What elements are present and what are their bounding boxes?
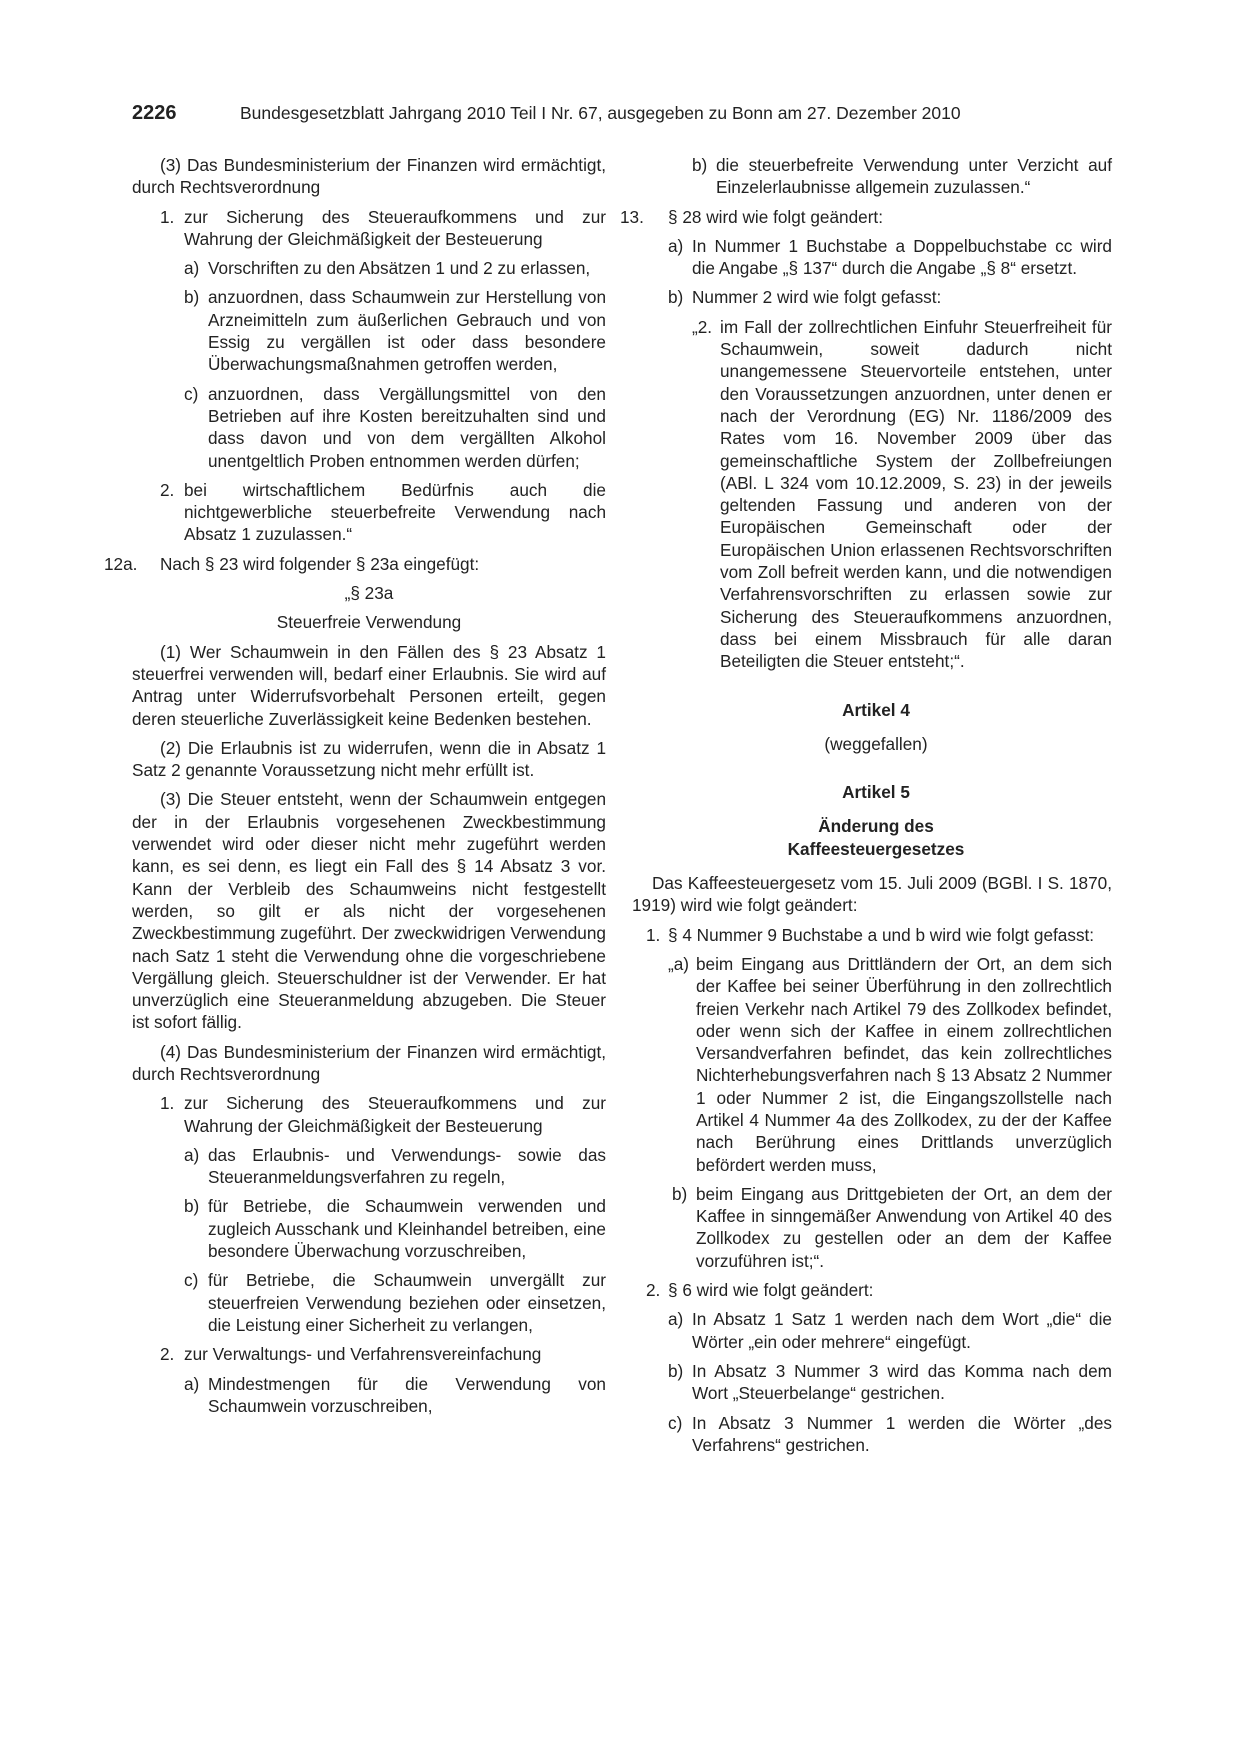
list-number: 2. bbox=[160, 1344, 175, 1365]
list-text: anzuordnen, dass Schaumwein zur Herstellung von Arzneimitteln zum äußerlichen Gebrauch und von Essig zu vergällen ist oder dass besondere Überwachungsmaßnahmen getroffen werden, bbox=[208, 287, 606, 375]
list-number: 13. bbox=[620, 206, 644, 227]
list-text: für Betriebe, die Schaumwein unvergällt zur steuerfreien Verwendung beziehen oder einsetzen, die Leistung einer Sicherheit zu verlangen, bbox=[208, 1270, 606, 1335]
list-number: 1. bbox=[160, 1093, 175, 1114]
section-title: „§ 23a bbox=[344, 583, 394, 604]
section-paragraph-3: (3) Die Steuer entsteht, wenn der Schaumwein entgegen der in der Erlaubnis vorgesehenen Zweckbestimmung verwendet wird oder dieser nicht mehr zugeführt werden kann, es sei denn, es liegt ein Fall des § 14 Absatz 3 vor. Kann der Verbleib des Schaumweins nicht festgestellt werden, so gilt er als nicht der vorgesehenen Zweckbestimmung zugeführt. Der zweckwidrigen Verwendung nach Satz 1 steht die Verwendung ohne die vorgeschriebene Vergällung gleich. Steuerschuldner ist der Verwender. Er hat unverzüglich eine Steueranmeldung abzugeben. Die Steuer ist sofort fällig. bbox=[132, 789, 606, 1033]
list-item-1b bbox=[132, 1195, 606, 1262]
list-item-1b bbox=[640, 1183, 1112, 1272]
list-text: zur Sicherung des Steueraufkommens und zur Wahrung der Gleichmäßigkeit der Besteuerung bbox=[184, 1093, 606, 1136]
page-number: 2226 bbox=[132, 102, 177, 124]
list-item-13a bbox=[640, 235, 1112, 280]
list-letter: b) bbox=[184, 1196, 200, 1217]
list-text: zur Sicherung des Steueraufkommens und zur Wahrung der Gleichmäßigkeit der Besteuerung bbox=[184, 206, 606, 249]
list-number: 1. bbox=[646, 924, 661, 945]
list-item-2 bbox=[132, 1343, 606, 1365]
gazette-title: Bundesgesetzblatt Jahrgang 2010 Teil I Nr. 67, ausgegeben zu Bonn am 27. Dezember 2010 bbox=[240, 103, 961, 123]
article-4-note: (weggefallen) bbox=[824, 733, 928, 754]
list-text: Nach § 23 wird folgender § 23a eingefügt: bbox=[160, 553, 480, 574]
list-item-1a bbox=[132, 1144, 606, 1189]
section-subtitle: Steuerfreie Verwendung bbox=[276, 612, 462, 633]
article-4-heading: Artikel 4 bbox=[842, 699, 910, 720]
list-item-2a bbox=[132, 1373, 606, 1418]
list-letter: c) bbox=[184, 383, 199, 404]
list-text: zur Verwaltungs- und Verfahrensvereinfachung bbox=[184, 1344, 542, 1365]
list-text: bei wirtschaftlichem Bedürfnis auch die nichtgewerbliche steuerbefreite Verwendung nach Absatz 1 zuzulassen.“ bbox=[184, 479, 606, 545]
section-paragraph-4: (4) Das Bundesministerium der Finanzen wird ermächtigt, durch Rechtsverordnung bbox=[132, 1041, 606, 1084]
list-text: § 6 wird wie folgt geändert: bbox=[668, 1280, 874, 1301]
list-letter: „a) bbox=[668, 953, 690, 974]
list-item-2 bbox=[640, 1279, 1112, 1301]
list-item-1a bbox=[640, 953, 1112, 1176]
article-5-heading: Artikel 5 bbox=[842, 782, 910, 803]
list-letter: b) bbox=[672, 1183, 688, 1204]
list-text: für Betriebe, die Schaumwein verwenden und zugleich Ausschank und Kleinhandel betreiben, eine besondere Überwachung vorzuschreiben, bbox=[208, 1196, 606, 1262]
list-text: § 28 wird wie folgt geändert: bbox=[668, 206, 883, 227]
list-item-13 bbox=[620, 206, 1112, 228]
list-letter: a) bbox=[668, 235, 684, 256]
list-letter: b) bbox=[668, 1360, 684, 1381]
right-column bbox=[620, 154, 1112, 1456]
paragraph-3-authorization: (3) Das Bundesministerium der Finanzen wird ermächtigt, durch Rechtsverordnung bbox=[132, 155, 606, 198]
article-5-title-line-1: Änderung des bbox=[818, 816, 934, 837]
list-text: § 4 Nummer 9 Buchstabe a und b wird wie folgt gefasst: bbox=[668, 924, 1095, 945]
list-text: beim Eingang aus Drittländern der Ort, an dem sich der Kaffee bei seiner Überführung in den zollrechtlich freien Verkehr nach Artikel 79 des Zollkodex befindet, oder wenn sich der Kaffee in einem zollrechtlichen Versandverfahren befindet, das kein zollrechtliches Nichterhebungsverfahren nach § 13 Absatz 2 Nummer 1 oder Nummer 2 ist, die Eingangszollstelle nach Artikel 4 Nummer 4a des Zollkodex, zu der der Kaffee nach Berührung eines Drittlands unverzüglich befördert werden muss, bbox=[696, 953, 1112, 1175]
list-number: 2. bbox=[646, 1280, 661, 1301]
list-text: Mindestmengen für die Verwendung von Schaumwein vorzuschreiben, bbox=[208, 1373, 606, 1416]
list-text: im Fall der zollrechtlichen Einfuhr Steuerfreiheit für Schaumwein, soweit dadurch nicht unangemessene Steuervorteile entstehen, unter den Voraussetzungen anzuordnen, unter denen er nach der Verordnung (EG) Nr. 1186/2009 des Rates vom 16. November 2009 über das gemeinschaftliche System der Zollbefreiungen (ABl. L 324 vom 10.12.2009, S. 23) in der jeweils geltenden Fassung und anderen von der Europäischen Gemeinschaft oder der Europäischen Union erlassenen Rechtsvorschriften vom Zoll befreit werden kann, und die notwendigen Verfahrensvorschriften zu erlassen sowie zur Sicherung des Steueraufkommens anzuordnen, dass bei einem Missbrauch für alle daran Beteiligten die Steuer entsteht;“. bbox=[720, 316, 1112, 672]
list-item-13b bbox=[640, 286, 1112, 308]
list-item-1b bbox=[132, 286, 606, 375]
section-paragraph-1: (1) Wer Schaumwein in den Fällen des § 23 Absatz 1 steuerfrei verwenden will, bedarf einer Erlaubnis. Sie wird auf Antrag unter Widerrufsvorbehalt Personen erteilt, gegen deren steuerliche Zuverlässigkeit keine Bedenken bestehen. bbox=[132, 641, 606, 729]
list-item-1 bbox=[640, 924, 1112, 946]
list-letter: a) bbox=[184, 1373, 200, 1394]
list-letter: a) bbox=[668, 1309, 684, 1330]
list-item-12a bbox=[104, 553, 606, 575]
list-number: „2. bbox=[692, 316, 713, 337]
list-number: 2. bbox=[160, 479, 175, 500]
list-text: In Nummer 1 Buchstabe a Doppelbuchstabe cc wird die Angabe „§ 137“ durch die Angabe „§ 8“ ersetzt. bbox=[692, 235, 1112, 279]
list-item-2b bbox=[640, 1360, 1112, 1405]
list-text: das Erlaubnis- und Verwendungs- sowie das Steueranmeldungsverfahren zu regeln, bbox=[208, 1144, 606, 1188]
list-letter: b) bbox=[692, 155, 708, 175]
list-letter: c) bbox=[668, 1412, 683, 1433]
list-letter: a) bbox=[184, 258, 200, 279]
list-letter: b) bbox=[668, 287, 684, 308]
left-column bbox=[104, 154, 606, 1417]
list-item-13b-2 bbox=[640, 316, 1112, 673]
list-text: Vorschriften zu den Absätzen 1 und 2 zu erlassen, bbox=[208, 258, 591, 279]
list-item-2 bbox=[132, 479, 606, 546]
list-number: 12a. bbox=[104, 553, 138, 574]
list-item-1 bbox=[132, 1092, 606, 1137]
list-letter: a) bbox=[184, 1144, 200, 1165]
list-item-1a bbox=[132, 257, 606, 279]
list-text: In Absatz 3 Nummer 3 wird das Komma nach dem Wort „Steuerbelange“ gestrichen. bbox=[692, 1360, 1112, 1404]
list-item-1 bbox=[132, 206, 606, 251]
list-item-1c bbox=[132, 1269, 606, 1336]
list-text: In Absatz 1 Satz 1 werden nach dem Wort „die“ die Wörter „ein oder mehrere“ eingefügt. bbox=[692, 1309, 1112, 1352]
page-header bbox=[132, 102, 1121, 130]
list-item-2a bbox=[640, 1308, 1112, 1353]
section-paragraph-2: (2) Die Erlaubnis ist zu widerrufen, wenn die in Absatz 1 Satz 2 genannte Voraussetzung nicht mehr erfüllt ist. bbox=[132, 737, 606, 781]
list-text: anzuordnen, dass Vergällungsmittel von den Betrieben auf ihre Kosten bereitzuhalten sind und dass davon und von dem vergällten Alkohol unentgeltlich Proben entnommen werden dürfen; bbox=[208, 383, 606, 471]
list-text: Nummer 2 wird wie folgt gefasst: bbox=[692, 287, 942, 308]
article-5-intro: Das Kaffeesteuergesetz vom 15. Juli 2009 (BGBl. I S. 1870, 1919) wird wie folgt geändert: bbox=[632, 873, 1112, 916]
list-item-2c bbox=[640, 1412, 1112, 1457]
list-letter: c) bbox=[184, 1270, 199, 1291]
list-text: beim Eingang aus Drittgebieten der Ort, an dem der Kaffee in sinngemäßer Anwendung von Artikel 40 des Zollkodex zu gestellen oder an dem der Kaffee vorzuführen ist;“. bbox=[696, 1183, 1112, 1271]
list-text: In Absatz 3 Nummer 1 werden die Wörter „des Verfahrens“ gestrichen. bbox=[692, 1412, 1112, 1455]
list-text: die steuerbefreite Verwendung unter Verzicht auf Einzelerlaubnisse allgemein zuzulassen.“ bbox=[716, 155, 1112, 198]
list-number: 1. bbox=[160, 206, 175, 227]
list-item-1c bbox=[132, 383, 606, 472]
list-item-b bbox=[640, 154, 1112, 199]
article-5-title-line-2: Kaffeesteuergesetzes bbox=[787, 838, 965, 859]
list-letter: b) bbox=[184, 287, 200, 308]
